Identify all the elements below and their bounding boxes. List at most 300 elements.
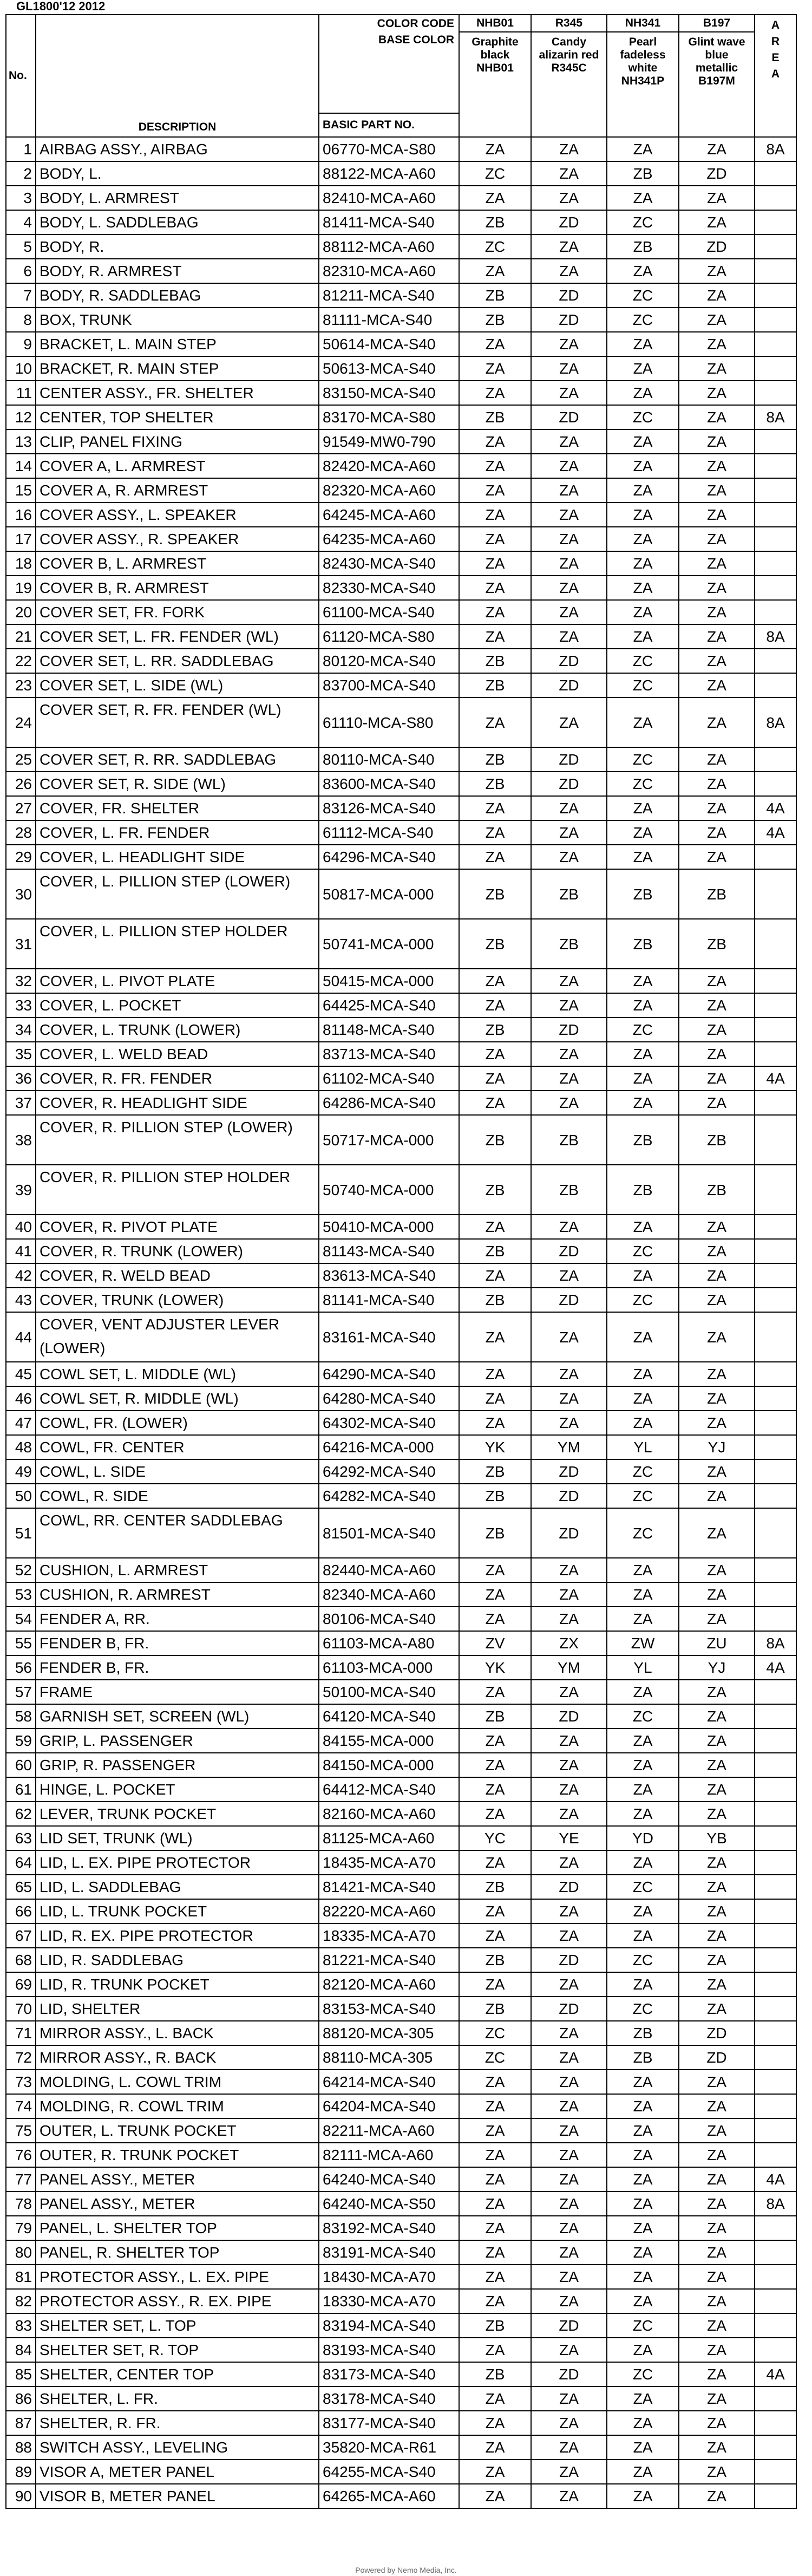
color-code-cell-nh341: ZA [607, 1923, 679, 1948]
base-color-r345 [531, 32, 607, 137]
color-code-cell-r345: ZA [531, 1263, 607, 1288]
basic-part-number: 18335-MCA-A70 [319, 1923, 459, 1948]
basic-part-number: 64280-MCA-S40 [319, 1386, 459, 1411]
table-row [6, 649, 796, 673]
part-description: FENDER B, FR. [36, 1631, 319, 1655]
row-number: 65 [6, 1875, 36, 1899]
part-description: BODY, R. ARMREST [36, 259, 319, 283]
part-description: LID SET, TRUNK (WL) [36, 1826, 319, 1850]
color-code-cell-nh341: ZC [607, 1704, 679, 1729]
basic-part-number: 64265-MCA-A60 [319, 2484, 459, 2508]
color-code-cell-r345: ZA [531, 820, 607, 845]
color-code-cell-b197: ZA [679, 186, 755, 210]
part-description: SWITCH ASSY., LEVELING [36, 2435, 319, 2460]
color-code-cell-nhb01: ZA [459, 527, 531, 551]
color-code-cell-r345: ZB [531, 1115, 607, 1165]
table-row [6, 1508, 796, 1558]
basic-part-number: 64290-MCA-S40 [319, 1362, 459, 1386]
table-row [6, 1362, 796, 1386]
area-code-cell [755, 1826, 796, 1850]
area-code-cell [755, 1777, 796, 1802]
part-description: COVER, R. PILLION STEP (LOWER) [36, 1115, 319, 1165]
base-color-label: BASE COLOR [319, 32, 459, 113]
basic-part-number: 64286-MCA-S40 [319, 1091, 459, 1115]
table-row [6, 624, 796, 649]
color-code-cell-nh341: ZA [607, 1411, 679, 1435]
table-row [6, 2265, 796, 2289]
color-code-cell-r345: ZA [531, 2167, 607, 2192]
table-row [6, 1655, 796, 1680]
color-code-cell-b197: ZA [679, 1263, 755, 1288]
part-description: LID, R. SADDLEBAG [36, 1948, 319, 1972]
basic-part-number: 18330-MCA-A70 [319, 2289, 459, 2313]
color-code-cell-nh341: ZB [607, 919, 679, 969]
basic-part-number: 83150-MCA-S40 [319, 381, 459, 405]
table-row [6, 1729, 796, 1753]
area-code-cell [755, 454, 796, 478]
row-number: 28 [6, 820, 36, 845]
color-code-cell-r345: ZA [531, 2411, 607, 2435]
basic-part-number: 83153-MCA-S40 [319, 1997, 459, 2021]
color-code-cell-r345: ZD [531, 405, 607, 429]
color-code-cell-nh341: ZA [607, 2386, 679, 2411]
table-row [6, 1459, 796, 1484]
color-code-cell-nh341: ZA [607, 1066, 679, 1091]
part-description: PANEL ASSY., METER [36, 2167, 319, 2192]
color-code-cell-nh341: ZA [607, 2240, 679, 2265]
color-code-cell-nh341: ZB [607, 2045, 679, 2070]
area-code-cell [755, 2143, 796, 2167]
table-row [6, 1582, 796, 1607]
base-color-line: fadeless [620, 49, 666, 61]
color-code-cell-nh341: ZA [607, 2216, 679, 2240]
part-description: CLIP, PANEL FIXING [36, 429, 319, 454]
basic-part-number: 64245-MCA-A60 [319, 503, 459, 527]
color-code-cell-nh341: ZA [607, 820, 679, 845]
color-code-cell-nh341: ZA [607, 2435, 679, 2460]
row-number: 6 [6, 259, 36, 283]
color-code-cell-r345: ZA [531, 1582, 607, 1607]
table-row [6, 2094, 796, 2118]
color-code-cell-r345: YE [531, 1826, 607, 1850]
part-description: GARNISH SET, SCREEN (WL) [36, 1704, 319, 1729]
part-description: SHELTER, R. FR. [36, 2411, 319, 2435]
table-row [6, 1875, 796, 1899]
basic-part-number: 81111-MCA-S40 [319, 308, 459, 332]
basic-part-number: 82340-MCA-A60 [319, 1582, 459, 1607]
color-code-cell-nh341: ZB [607, 1165, 679, 1215]
color-code-cell-r345: ZA [531, 1091, 607, 1115]
row-number: 59 [6, 1729, 36, 1753]
basic-part-number: 61103-MCA-000 [319, 1655, 459, 1680]
color-code-cell-b197: ZD [679, 2045, 755, 2070]
table-row [6, 2118, 796, 2143]
row-number: 67 [6, 1923, 36, 1948]
color-code-cell-r345: ZA [531, 576, 607, 600]
color-code-cell-b197: ZB [679, 869, 755, 919]
color-code-cell-nhb01: ZA [459, 1607, 531, 1631]
row-number: 56 [6, 1655, 36, 1680]
part-description: OUTER, R. TRUNK POCKET [36, 2143, 319, 2167]
color-code-cell-nhb01: ZB [459, 673, 531, 697]
basic-part-number: 91549-MW0-790 [319, 429, 459, 454]
color-code-cell-nhb01: ZA [459, 186, 531, 210]
part-description: COWL, FR. CENTER [36, 1435, 319, 1459]
row-number: 25 [6, 747, 36, 772]
table-row [6, 2386, 796, 2411]
color-code-cell-r345: ZA [531, 234, 607, 259]
part-description: SHELTER SET, L. TOP [36, 2313, 319, 2338]
part-description: COVER A, L. ARMREST [36, 454, 319, 478]
table-row [6, 2021, 796, 2045]
area-code-cell [755, 1607, 796, 1631]
area-code-cell [755, 1115, 796, 1165]
base-color-line: Pearl [628, 36, 657, 48]
part-description: HINGE, L. POCKET [36, 1777, 319, 1802]
basic-part-number: 06770-MCA-S80 [319, 137, 459, 161]
color-code-cell-r345: ZA [531, 1680, 607, 1704]
table-row [6, 1165, 796, 1215]
parts-color-table [5, 14, 797, 2509]
basic-part-number: 61100-MCA-S40 [319, 600, 459, 624]
row-number: 13 [6, 429, 36, 454]
part-description: SHELTER SET, R. TOP [36, 2338, 319, 2362]
area-code-cell [755, 1386, 796, 1411]
table-row [6, 2045, 796, 2070]
row-number: 9 [6, 332, 36, 356]
color-code-cell-b197: ZA [679, 2240, 755, 2265]
color-code-cell-r345: ZA [531, 2094, 607, 2118]
color-code-cell-nhb01: ZC [459, 2021, 531, 2045]
parts-table-container [5, 14, 796, 2509]
color-code-cell-nh341: ZA [607, 454, 679, 478]
color-code-cell-b197: ZA [679, 2362, 755, 2386]
color-code-cell-nh341: ZA [607, 137, 679, 161]
color-code-cell-nh341: ZA [607, 2460, 679, 2484]
color-code-cell-nh341: ZB [607, 161, 679, 186]
area-code-cell: 4A [755, 2167, 796, 2192]
color-code-cell-r345: ZA [531, 259, 607, 283]
table-row [6, 381, 796, 405]
row-number: 34 [6, 1018, 36, 1042]
part-description: COVER, R. PIVOT PLATE [36, 1215, 319, 1239]
area-code-cell [755, 2313, 796, 2338]
basic-part-number: 83173-MCA-S40 [319, 2362, 459, 2386]
area-letter: A [771, 19, 780, 31]
part-description: GRIP, L. PASSENGER [36, 1729, 319, 1753]
row-number: 86 [6, 2386, 36, 2411]
table-row [6, 234, 796, 259]
table-row [6, 697, 796, 747]
table-row [6, 1018, 796, 1042]
area-letter: E [771, 51, 780, 64]
color-code-cell-nh341: ZC [607, 1018, 679, 1042]
table-row [6, 600, 796, 624]
color-code-cell-b197: ZA [679, 429, 755, 454]
part-description: BRACKET, R. MAIN STEP [36, 356, 319, 381]
color-code-cell-nhb01: ZA [459, 796, 531, 820]
basic-part-number: 82111-MCA-A60 [319, 2143, 459, 2167]
color-code-cell-r345: ZD [531, 1508, 607, 1558]
color-code-cell-nhb01: ZA [459, 1777, 531, 1802]
basic-part-number: 83713-MCA-S40 [319, 1042, 459, 1066]
area-code-cell [755, 2216, 796, 2240]
color-code-cell-nhb01: ZA [459, 1972, 531, 1997]
basic-part-number: 81211-MCA-S40 [319, 283, 459, 308]
color-code-cell-b197: ZA [679, 2143, 755, 2167]
area-code-cell [755, 234, 796, 259]
color-code-cell-nhb01: ZA [459, 356, 531, 381]
color-code-cell-b197: ZA [679, 1997, 755, 2021]
row-number: 71 [6, 2021, 36, 2045]
color-code-cell-nh341: ZA [607, 1042, 679, 1066]
row-number: 63 [6, 1826, 36, 1850]
row-number: 77 [6, 2167, 36, 2192]
table-row [6, 1386, 796, 1411]
table-row [6, 2362, 796, 2386]
area-code-cell [755, 1729, 796, 1753]
color-code-cell-nhb01: ZA [459, 1386, 531, 1411]
row-number: 1 [6, 137, 36, 161]
row-number: 36 [6, 1066, 36, 1091]
color-code-cell-r345: ZB [531, 869, 607, 919]
color-code-cell-b197: ZA [679, 1923, 755, 1948]
part-description: BODY, R. [36, 234, 319, 259]
color-code-cell-b197: ZA [679, 1777, 755, 1802]
color-code-cell-nh341: ZA [607, 503, 679, 527]
basic-part-number: 82310-MCA-A60 [319, 259, 459, 283]
color-code-cell-b197: ZA [679, 1972, 755, 1997]
color-code-cell-r345: ZA [531, 697, 607, 747]
color-code-cell-b197: ZA [679, 993, 755, 1018]
basic-part-number: 81421-MCA-S40 [319, 1875, 459, 1899]
color-code-cell-b197: ZA [679, 210, 755, 234]
color-code-cell-nh341: ZA [607, 796, 679, 820]
color-code-cell-nh341: ZA [607, 1386, 679, 1411]
area-code-cell [755, 2240, 796, 2265]
table-row [6, 747, 796, 772]
color-code-cell-b197: ZA [679, 1018, 755, 1042]
area-letter: A [771, 68, 780, 80]
color-code-cell-nh341: ZA [607, 2411, 679, 2435]
color-code-cell-r345: ZA [531, 1972, 607, 1997]
basic-part-number: 64235-MCA-A60 [319, 527, 459, 551]
part-description: CUSHION, L. ARMREST [36, 1558, 319, 1582]
part-description: LID, SHELTER [36, 1997, 319, 2021]
color-code-cell-nhb01: ZB [459, 1875, 531, 1899]
area-code-cell [755, 2435, 796, 2460]
color-code-cell-r345: ZX [531, 1631, 607, 1655]
color-code-cell-r345: ZA [531, 969, 607, 993]
color-code-cell-nh341: ZA [607, 186, 679, 210]
area-code-cell [755, 1508, 796, 1558]
row-number: 79 [6, 2216, 36, 2240]
area-code-cell [755, 2118, 796, 2143]
color-code-cell-nhb01: ZB [459, 869, 531, 919]
basic-part-number: 88122-MCA-A60 [319, 161, 459, 186]
color-code-cell-b197: ZA [679, 332, 755, 356]
color-code-cell-b197: ZA [679, 527, 755, 551]
row-number: 90 [6, 2484, 36, 2508]
part-description: VISOR A, METER PANEL [36, 2460, 319, 2484]
basic-part-number: 82120-MCA-A60 [319, 1972, 459, 1997]
color-code-cell-nhb01: ZA [459, 576, 531, 600]
color-code-cell-nhb01: ZB [459, 1115, 531, 1165]
color-code-cell-nh341: ZA [607, 969, 679, 993]
color-code-cell-nhb01: ZA [459, 1066, 531, 1091]
basic-part-number: 83700-MCA-S40 [319, 673, 459, 697]
color-code-cell-nh341: ZC [607, 772, 679, 796]
color-code-cell-nhb01: ZC [459, 234, 531, 259]
color-code-cell-nh341: ZA [607, 1582, 679, 1607]
color-code-cell-b197: ZA [679, 1288, 755, 1312]
color-code-cell-b197: ZA [679, 673, 755, 697]
color-code-cell-r345: ZA [531, 137, 607, 161]
color-code-cell-r345: YM [531, 1655, 607, 1680]
basic-part-number: 64240-MCA-S40 [319, 2167, 459, 2192]
table-row [6, 429, 796, 454]
footer-credit: Powered by Nemo Media, Inc. [355, 2566, 457, 2574]
color-code-cell-b197: ZD [679, 2021, 755, 2045]
area-code-cell [755, 747, 796, 772]
color-code-cell-nhb01: ZA [459, 2435, 531, 2460]
color-code-cell-r345: ZA [531, 1802, 607, 1826]
color-code-cell-r345: ZD [531, 673, 607, 697]
color-code-cell-nh341: ZC [607, 283, 679, 308]
color-code-cell-r345: YM [531, 1435, 607, 1459]
part-description: PROTECTOR ASSY., R. EX. PIPE [36, 2289, 319, 2313]
color-code-cell-r345: ZD [531, 210, 607, 234]
basic-part-number: 18435-MCA-A70 [319, 1850, 459, 1875]
row-number: 31 [6, 919, 36, 969]
color-code-cell-r345: ZA [531, 2265, 607, 2289]
part-description: VISOR B, METER PANEL [36, 2484, 319, 2508]
basic-part-number: 82420-MCA-A60 [319, 454, 459, 478]
row-number: 48 [6, 1435, 36, 1459]
table-row [6, 405, 796, 429]
color-code-cell-nhb01: ZA [459, 2143, 531, 2167]
color-code-cell-b197: ZA [679, 1411, 755, 1435]
basic-part-number: 81501-MCA-S40 [319, 1508, 459, 1558]
color-code-cell-r345: ZD [531, 1288, 607, 1312]
color-code-cell-nh341: ZC [607, 1508, 679, 1558]
row-number: 15 [6, 478, 36, 503]
basic-part-number: 82330-MCA-S40 [319, 576, 459, 600]
area-code-cell: 4A [755, 796, 796, 820]
color-code-cell-nh341: ZB [607, 1115, 679, 1165]
table-row [6, 161, 796, 186]
basic-part-number: 83600-MCA-S40 [319, 772, 459, 796]
table-row [6, 2070, 796, 2094]
area-code-cell [755, 381, 796, 405]
table-row [6, 2313, 796, 2338]
basic-part-number: 64240-MCA-S50 [319, 2192, 459, 2216]
color-code-cell-nhb01: ZB [459, 283, 531, 308]
color-code-cell-nhb01: ZA [459, 551, 531, 576]
color-code-cell-r345: ZA [531, 186, 607, 210]
row-number: 33 [6, 993, 36, 1018]
color-code-cell-nhb01: ZA [459, 1729, 531, 1753]
row-number: 42 [6, 1263, 36, 1288]
color-code-cell-nh341: ZA [607, 1802, 679, 1826]
color-code-cell-nhb01: ZA [459, 1263, 531, 1288]
row-number: 11 [6, 381, 36, 405]
area-code-cell [755, 1753, 796, 1777]
part-description: COVER, L. PILLION STEP (LOWER) [36, 869, 319, 919]
color-code-cell-nhb01: ZA [459, 2265, 531, 2289]
basic-part-number: 83194-MCA-S40 [319, 2313, 459, 2338]
color-code-cell-nh341: ZA [607, 1777, 679, 1802]
area-code-cell: 8A [755, 624, 796, 649]
color-code-cell-nhb01: ZB [459, 1239, 531, 1263]
color-code-label: COLOR CODE [319, 15, 459, 32]
base-color-line: white [628, 62, 658, 74]
row-number: 3 [6, 186, 36, 210]
row-number: 47 [6, 1411, 36, 1435]
table-row [6, 210, 796, 234]
color-code-cell-b197: ZA [679, 969, 755, 993]
color-code-cell-nh341: ZC [607, 308, 679, 332]
color-code-cell-nh341: ZC [607, 1875, 679, 1899]
part-description: FRAME [36, 1680, 319, 1704]
color-code-cell-nhb01: ZA [459, 259, 531, 283]
color-code-cell-nhb01: ZA [459, 1582, 531, 1607]
color-code-cell-nhb01: ZB [459, 649, 531, 673]
area-code-cell [755, 845, 796, 869]
row-number: 24 [6, 697, 36, 747]
row-number: 49 [6, 1459, 36, 1484]
color-code-cell-b197: ZA [679, 624, 755, 649]
row-number: 76 [6, 2143, 36, 2167]
color-code-cell-nhb01: ZA [459, 1923, 531, 1948]
part-description: BODY, L. [36, 161, 319, 186]
color-code-cell-nhb01: ZB [459, 1704, 531, 1729]
color-code-cell-b197: ZA [679, 283, 755, 308]
color-code-cell-nhb01: ZA [459, 503, 531, 527]
table-row [6, 2460, 796, 2484]
color-code-cell-b197: ZB [679, 1165, 755, 1215]
color-code-cell-b197: ZA [679, 1607, 755, 1631]
area-code-cell [755, 1923, 796, 1948]
color-code-cell-r345: ZA [531, 1386, 607, 1411]
base-color-line: R345C [551, 62, 587, 74]
area-code-cell [755, 772, 796, 796]
color-code-cell-nh341: ZA [607, 2143, 679, 2167]
color-code-cell-nh341: ZA [607, 2265, 679, 2289]
color-code-cell-r345: ZA [531, 2240, 607, 2265]
part-description: COWL SET, R. MIDDLE (WL) [36, 1386, 319, 1411]
color-code-cell-nh341: ZA [607, 527, 679, 551]
area-code-cell [755, 1239, 796, 1263]
basic-part-number: 64282-MCA-S40 [319, 1484, 459, 1508]
row-number: 75 [6, 2118, 36, 2143]
color-code-cell-b197: ZA [679, 1091, 755, 1115]
basic-part-number: 64425-MCA-S40 [319, 993, 459, 1018]
table-row [6, 1753, 796, 1777]
part-description: COVER ASSY., R. SPEAKER [36, 527, 319, 551]
area-code-cell [755, 210, 796, 234]
color-code-cell-b197: ZA [679, 845, 755, 869]
table-row [6, 820, 796, 845]
color-code-cell-nhb01: ZA [459, 2484, 531, 2508]
color-code-cell-nhb01: ZC [459, 2045, 531, 2070]
color-code-cell-nhb01: ZA [459, 969, 531, 993]
part-description: FENDER B, FR. [36, 1655, 319, 1680]
color-code-cell-nhb01: ZA [459, 429, 531, 454]
color-code-cell-nh341: ZA [607, 332, 679, 356]
color-code-cell-r345: ZA [531, 332, 607, 356]
area-code-cell [755, 186, 796, 210]
